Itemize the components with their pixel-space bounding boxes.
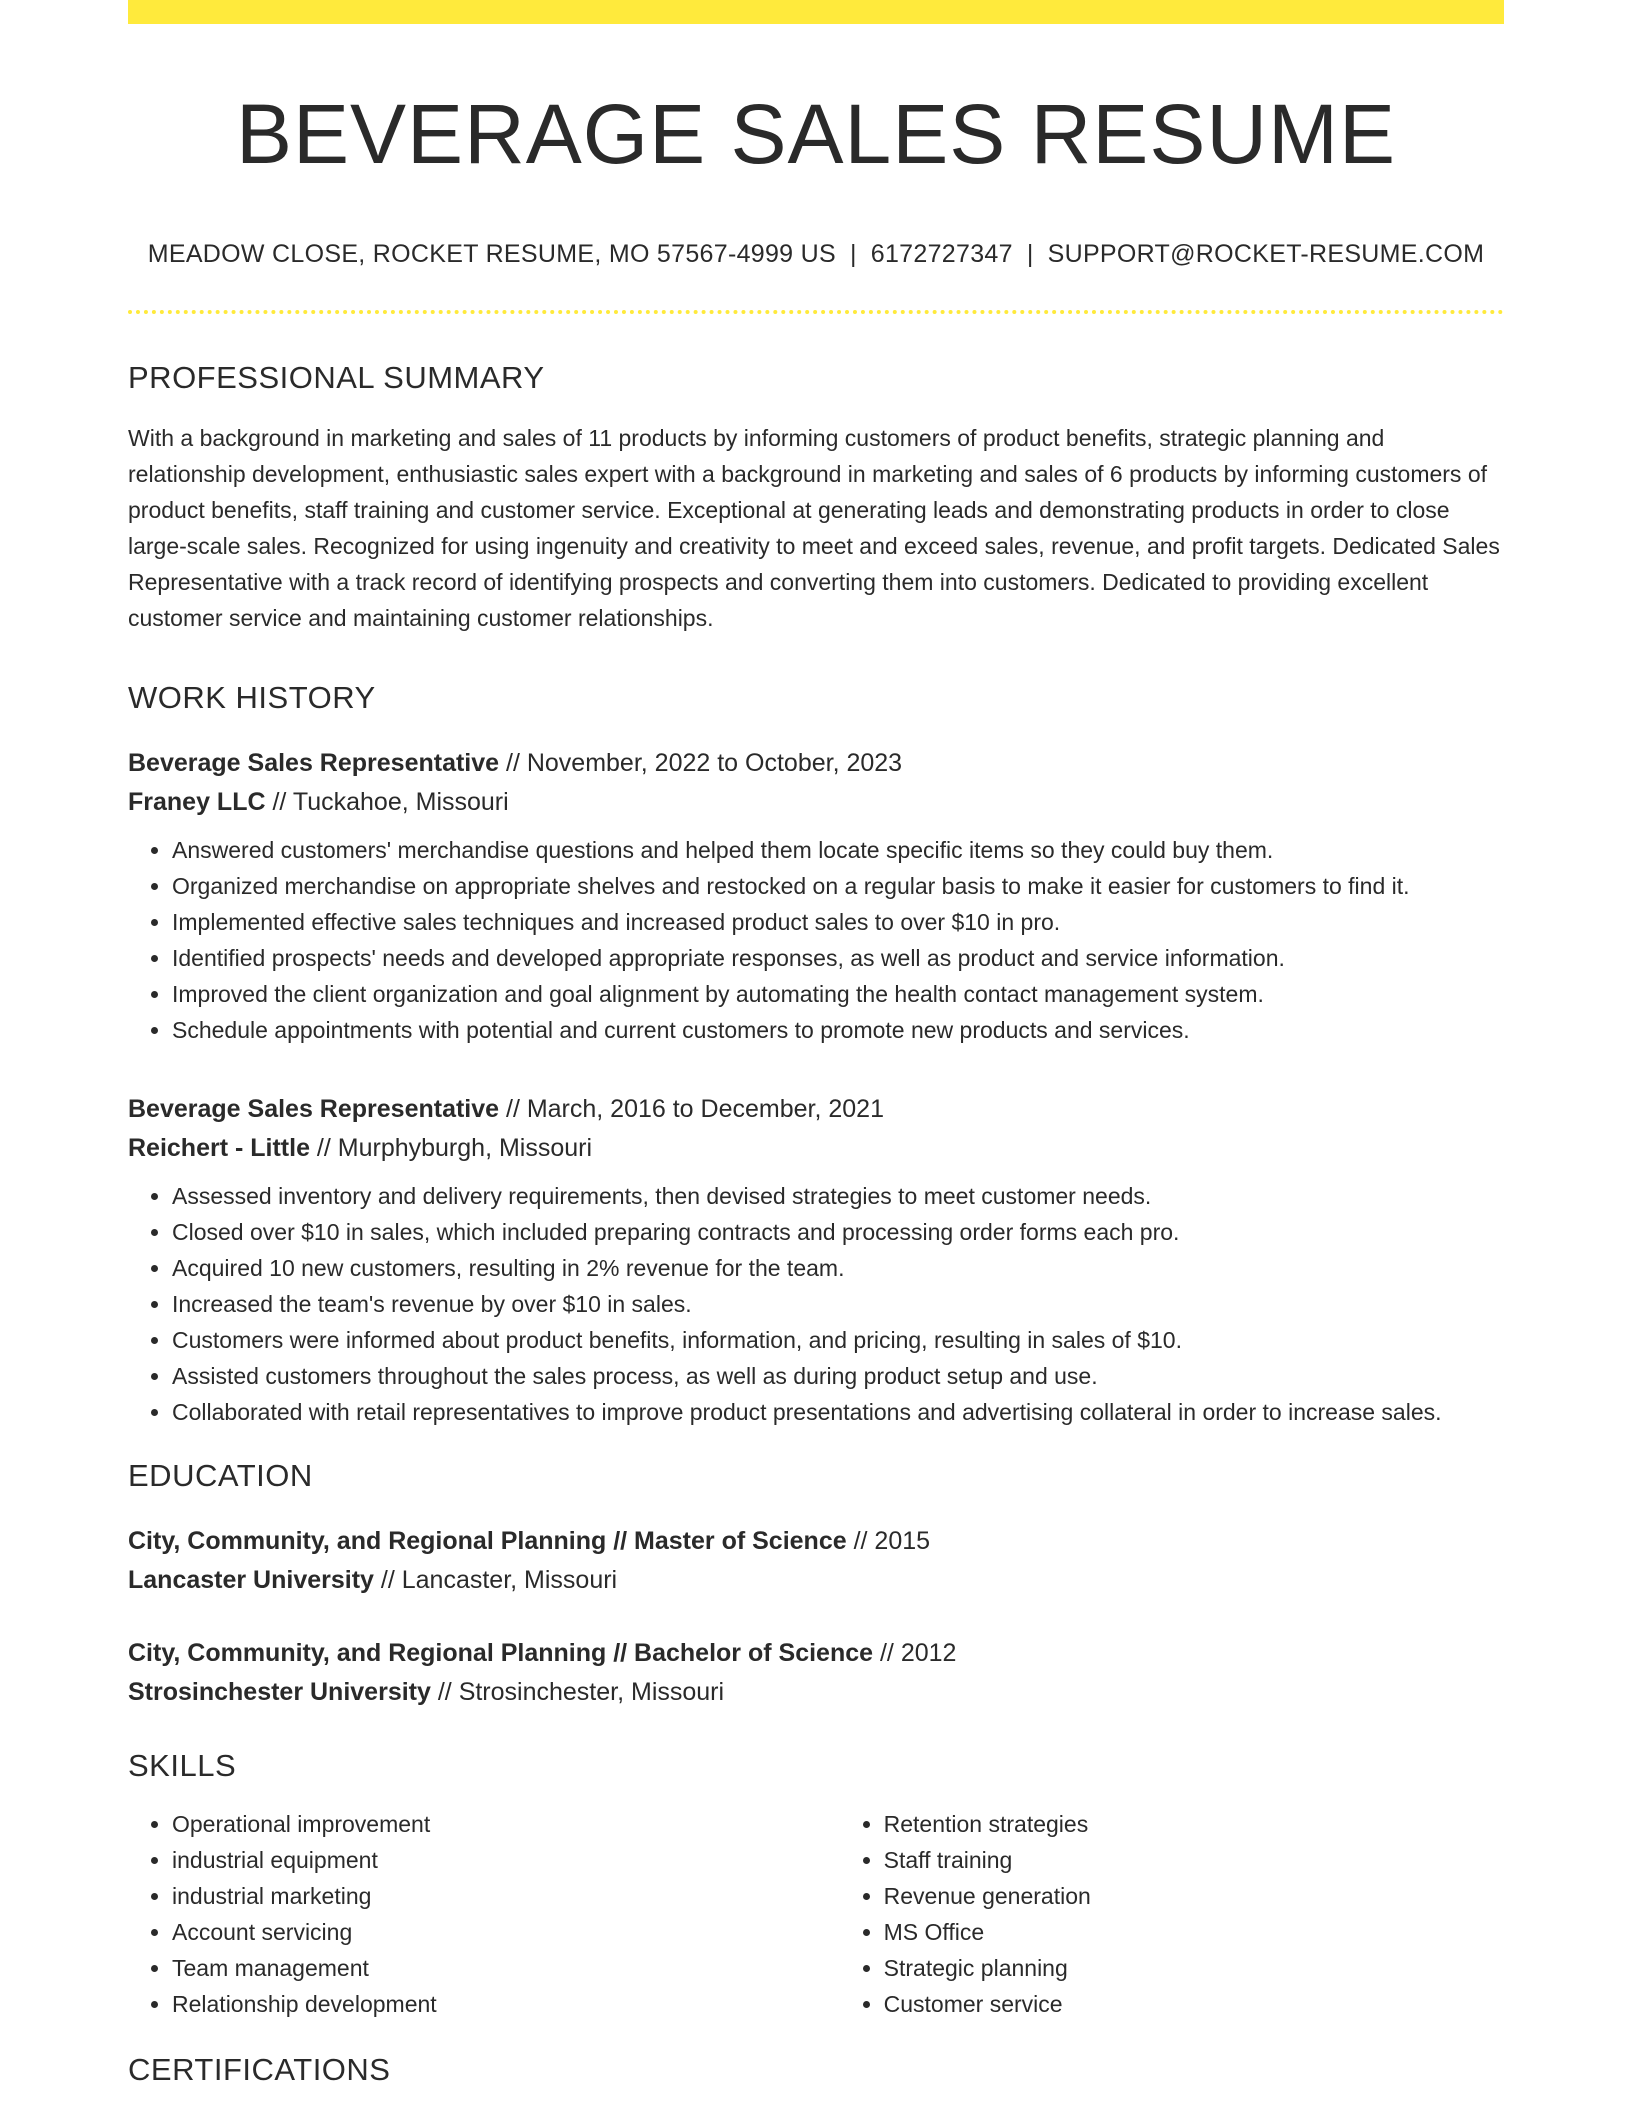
education-entry xyxy=(128,1634,1504,1712)
education-year: // 2015 xyxy=(846,1527,931,1555)
list-item: • Customers were informed about product benefits, information, and pricing, resulting in sales of $10. xyxy=(172,1322,1504,1358)
contact-separator: | xyxy=(849,240,857,268)
contact-phone: 6172727347 xyxy=(870,240,1013,268)
skill-item: • Account servicing xyxy=(172,1914,840,1950)
contact-address: MEADOW CLOSE, ROCKET RESUME, MO 57567-4999 US xyxy=(147,240,836,268)
job-title-line xyxy=(128,744,1504,783)
job-entry xyxy=(128,1090,1504,1430)
page-title: BEVERAGE SALES RESUME xyxy=(235,87,1397,181)
skill-item: • Revenue generation xyxy=(884,1878,1504,1914)
skill-item: • industrial equipment xyxy=(172,1842,840,1878)
education-entry xyxy=(128,1522,1504,1600)
section-heading-work-history: WORK HISTORY xyxy=(128,680,376,715)
education-location: // Lancaster, Missouri xyxy=(373,1566,618,1594)
job-dates: // November, 2022 to October, 2023 xyxy=(499,749,903,777)
job-location: // Tuckahoe, Missouri xyxy=(265,788,509,816)
skill-item: • Staff training xyxy=(884,1842,1504,1878)
education-location: // Strosinchester, Missouri xyxy=(430,1678,725,1706)
contact-separator: | xyxy=(1026,240,1034,268)
job-company: Reichert - Little xyxy=(128,1134,310,1162)
resume-page xyxy=(128,0,1504,2088)
contact-email: SUPPORT@ROCKET-RESUME.COM xyxy=(1047,240,1485,268)
skill-item: • Team management xyxy=(172,1950,840,1986)
skill-item: • Retention strategies xyxy=(884,1806,1504,1842)
skill-item: • Relationship development xyxy=(172,1986,840,2022)
list-item: • Increased the team's revenue by over $10 in sales. xyxy=(172,1286,1504,1322)
list-item: • Assessed inventory and delivery requirements, then devised strategies to meet customer needs. xyxy=(172,1178,1504,1214)
job-title: Beverage Sales Representative xyxy=(128,1095,500,1123)
list-item: • Answered customers' merchandise questions and helped them locate specific items so they could buy them. xyxy=(172,832,1504,868)
summary-text: With a background in marketing and sales of 11 products by informing customers of product benefits, strategic planning and relationship development, enthusiastic sales expert with a background in marketing and sales of 6 products by informing customers of product benefits, staff training and customer service. Exceptional at generating leads and demonstrating products in order to close large-scale sales. Recognized for using ingenuity and creativity to meet and exceed sales, revenue, and profit targets. Dedicated Sales Representative with a track record of identifying prospects and converting them into customers. Dedicated to providing excellent customer service and maintaining customer relationships. xyxy=(128,425,1500,631)
education-degree-line xyxy=(128,1634,1504,1673)
job-title-line xyxy=(128,1090,1504,1129)
list-item: • Implemented effective sales techniques and increased product sales to over $10 in pro. xyxy=(172,904,1504,940)
list-item: • Closed over $10 in sales, which included preparing contracts and processing order forms each pro. xyxy=(172,1214,1504,1250)
education-school-line xyxy=(128,1561,1504,1600)
education-school-line xyxy=(128,1673,1504,1712)
section-heading-education: EDUCATION xyxy=(128,1458,313,1493)
job-company-line xyxy=(128,783,1504,822)
job-entry xyxy=(128,744,1504,1048)
skill-item: • Strategic planning xyxy=(884,1950,1504,1986)
education-school: Strosinchester University xyxy=(128,1678,431,1706)
skill-item: • Operational improvement xyxy=(172,1806,840,1842)
skills-columns xyxy=(128,1806,1504,2022)
job-company: Franey LLC xyxy=(128,788,266,816)
education-degree-line xyxy=(128,1522,1504,1561)
skills-list-left xyxy=(128,1806,840,2022)
contact-line xyxy=(128,238,1504,270)
list-item: • Improved the client organization and goal alignment by automating the health contact management system. xyxy=(172,976,1504,1012)
job-location: // Murphyburgh, Missouri xyxy=(309,1134,593,1162)
section-heading-certifications: CERTIFICATIONS xyxy=(128,2052,391,2087)
section-heading-skills: SKILLS xyxy=(128,1748,237,1783)
list-item: • Acquired 10 new customers, resulting in 2% revenue for the team. xyxy=(172,1250,1504,1286)
education-school: Lancaster University xyxy=(128,1566,374,1594)
education-year: // 2012 xyxy=(873,1639,957,1667)
job-bullets xyxy=(128,832,1504,1048)
section-heading-summary: PROFESSIONAL SUMMARY xyxy=(128,360,545,395)
list-item: • Identified prospects' needs and developed appropriate responses, as well as product and service information. xyxy=(172,940,1504,976)
job-dates: // March, 2016 to December, 2021 xyxy=(499,1095,884,1123)
skill-item: • industrial marketing xyxy=(172,1878,840,1914)
list-item: • Organized merchandise on appropriate shelves and restocked on a regular basis to make it easier for customers to find it. xyxy=(172,868,1504,904)
skill-item: • Customer service xyxy=(884,1986,1504,2022)
job-title: Beverage Sales Representative xyxy=(128,749,500,777)
job-company-line xyxy=(128,1129,1504,1168)
skills-list-right xyxy=(840,1806,1504,2022)
education-degree: City, Community, and Regional Planning // Master of Science xyxy=(128,1527,847,1555)
job-bullets xyxy=(128,1178,1504,1430)
list-item: • Collaborated with retail representatives to improve product presentations and advertising collateral in order to increase sales. xyxy=(172,1394,1504,1430)
accent-bar xyxy=(128,0,1504,24)
list-item: • Schedule appointments with potential and current customers to promote new products and services. xyxy=(172,1012,1504,1048)
education-degree: City, Community, and Regional Planning // Bachelor of Science xyxy=(128,1639,874,1667)
skill-item: • MS Office xyxy=(884,1914,1504,1950)
header-divider xyxy=(128,310,1504,314)
list-item: • Assisted customers throughout the sales process, as well as during product setup and use. xyxy=(172,1358,1504,1394)
